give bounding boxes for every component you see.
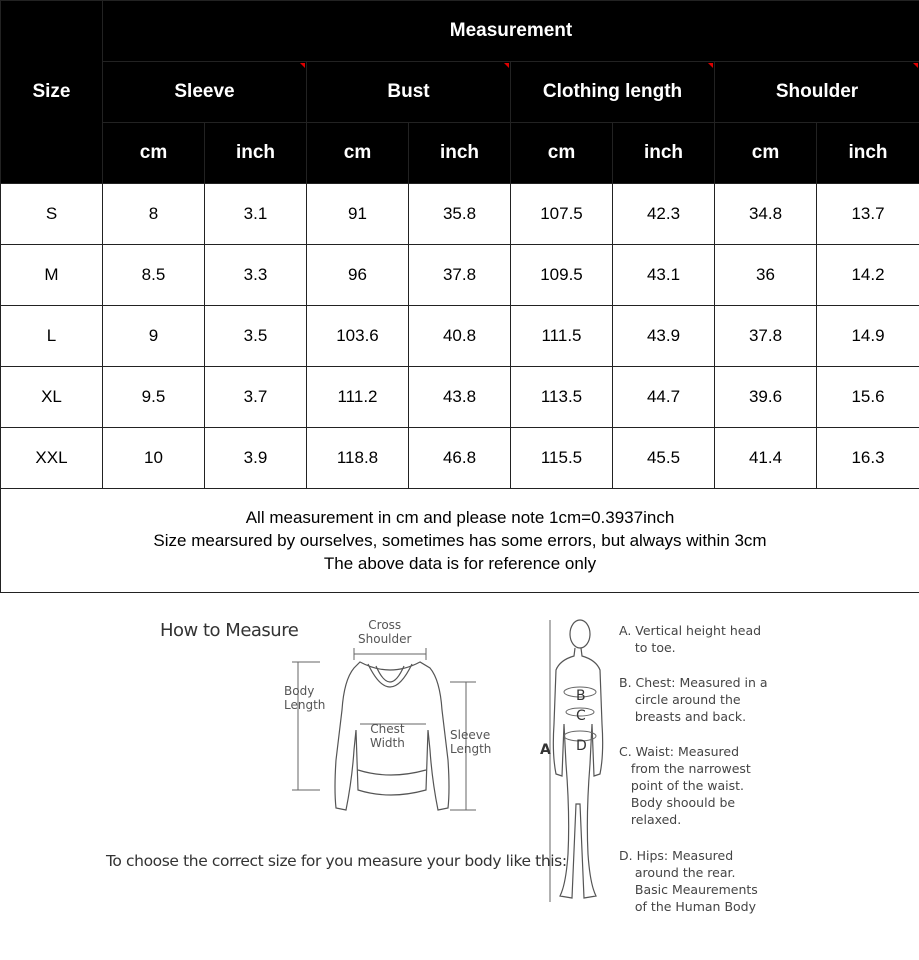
description-d: D. Hips: Measured around the rear. Basic Meaurements of the Human Body <box>619 848 758 914</box>
table-cell: 9 <box>103 306 205 367</box>
table-cell: 113.5 <box>511 367 613 428</box>
table-cell: 14.9 <box>817 306 919 367</box>
how-to-measure-title: How to Measure <box>160 620 299 641</box>
table-cell: 3.5 <box>205 306 307 367</box>
table-cell: 109.5 <box>511 245 613 306</box>
marker-c: C <box>576 708 586 724</box>
unit-header: inch <box>613 123 715 184</box>
table-cell: 107.5 <box>511 184 613 245</box>
unit-header: cm <box>511 123 613 184</box>
table-cell: 34.8 <box>715 184 817 245</box>
table-row <box>1 367 919 428</box>
note-line: The above data is for reference only <box>323 554 597 573</box>
table-cell: 115.5 <box>511 428 613 489</box>
table-cell: 8.5 <box>103 245 205 306</box>
measurement-header: Measurement <box>103 1 919 62</box>
table-cell: 14.2 <box>817 245 919 306</box>
group-header-bust: Bust <box>307 62 511 123</box>
table-cell: 118.8 <box>307 428 409 489</box>
table-cell: 111.5 <box>511 306 613 367</box>
group-header-clothing-length: Clothing length <box>511 62 715 123</box>
size-cell: S <box>1 184 103 245</box>
table-cell: 39.6 <box>715 367 817 428</box>
body-length-label: Body Length <box>284 684 326 712</box>
note-line: All measurement in cm and please note 1cm=0.3937inch <box>245 508 675 527</box>
table-cell: 41.4 <box>715 428 817 489</box>
table-cell: 37.8 <box>715 306 817 367</box>
table-cell: 42.3 <box>613 184 715 245</box>
table-cell: 45.5 <box>613 428 715 489</box>
table-row <box>1 184 919 245</box>
table-cell: 13.7 <box>817 184 919 245</box>
unit-header: cm <box>715 123 817 184</box>
table-cell: 3.3 <box>205 245 307 306</box>
marker-b: B <box>576 688 586 704</box>
description-b: B. Chest: Measured in a circle around the breasts and back. <box>619 675 768 724</box>
unit-header: cm <box>103 123 205 184</box>
table-cell: 16.3 <box>817 428 919 489</box>
table-cell: 91 <box>307 184 409 245</box>
table-cell: 43.9 <box>613 306 715 367</box>
chest-width-label: Chest Width <box>370 722 405 750</box>
size-cell: L <box>1 306 103 367</box>
table-cell: 3.7 <box>205 367 307 428</box>
measurement-notes <box>1 489 919 593</box>
table-cell: 35.8 <box>409 184 511 245</box>
table-row <box>1 428 919 489</box>
table-cell: 103.6 <box>307 306 409 367</box>
table-cell: 46.8 <box>409 428 511 489</box>
size-cell: XL <box>1 367 103 428</box>
description-a: A. Vertical height head to toe. <box>619 623 762 655</box>
size-cell: XXL <box>1 428 103 489</box>
marker-a: A <box>540 742 551 758</box>
table-cell: 10 <box>103 428 205 489</box>
table-cell: 43.8 <box>409 367 511 428</box>
table-cell: 3.9 <box>205 428 307 489</box>
group-header-shoulder: Shoulder <box>715 62 919 123</box>
table-cell: 9.5 <box>103 367 205 428</box>
table-cell: 40.8 <box>409 306 511 367</box>
unit-header: inch <box>205 123 307 184</box>
marker-d: D <box>576 738 587 754</box>
table-cell: 15.6 <box>817 367 919 428</box>
human-body-diagram-icon <box>530 614 620 914</box>
table-cell: 96 <box>307 245 409 306</box>
table-row <box>1 306 919 367</box>
how-to-measure-section <box>0 594 919 960</box>
description-c: C. Waist: Measured from the narrowest point of the waist. Body shoould be relaxed. <box>619 744 751 827</box>
size-header: Size <box>1 1 103 184</box>
note-line: Size mearsured by ourselves, sometimes has some errors, but always within 3cm <box>153 531 767 550</box>
cross-shoulder-label: Cross Shoulder <box>358 618 412 646</box>
table-row <box>1 245 919 306</box>
table-cell: 8 <box>103 184 205 245</box>
size-cell: M <box>1 245 103 306</box>
sleeve-length-label: Sleeve Length <box>450 728 492 756</box>
table-cell: 37.8 <box>409 245 511 306</box>
choose-size-text: To choose the correct size for you measure your body like this: <box>106 852 567 870</box>
group-header-sleeve: Sleeve <box>103 62 307 123</box>
unit-header: cm <box>307 123 409 184</box>
unit-header: inch <box>817 123 919 184</box>
table-cell: 43.1 <box>613 245 715 306</box>
unit-header: inch <box>409 123 511 184</box>
table-cell: 44.7 <box>613 367 715 428</box>
table-cell: 111.2 <box>307 367 409 428</box>
table-cell: 3.1 <box>205 184 307 245</box>
table-cell: 36 <box>715 245 817 306</box>
